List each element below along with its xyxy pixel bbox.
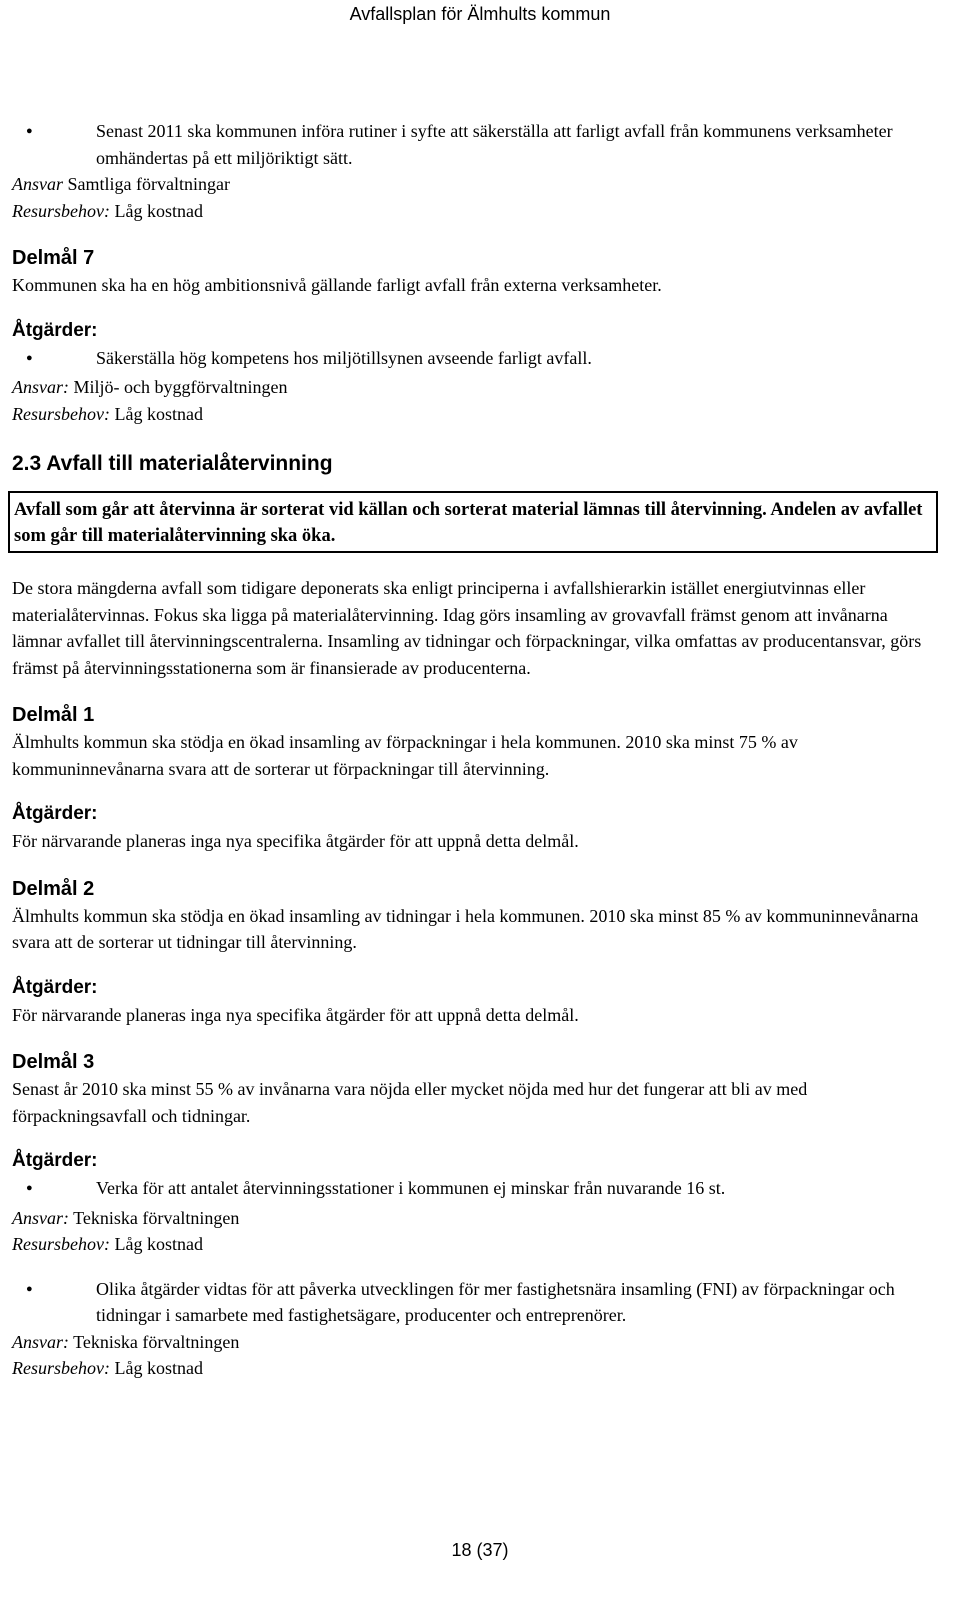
spacer <box>12 1258 938 1276</box>
list-item <box>12 1175 938 1205</box>
bullet-icon <box>12 345 52 375</box>
delmal-2-action: För närvarande planeras inga nya specifika åtgärder för att uppnå detta delmål. <box>12 1004 579 1025</box>
section-heading: 2.3 Avfall till materialåtervinning <box>12 452 333 475</box>
responsibility-label: Ansvar <box>12 174 63 194</box>
delmal-2-heading: Delmål 2 <box>12 877 95 900</box>
responsibility-value: Miljö- och byggförvaltningen <box>69 377 288 397</box>
document-body <box>12 118 938 1382</box>
bullet-icon <box>12 1175 52 1205</box>
resource-label: Resursbehov: <box>12 1358 110 1378</box>
atgarder-heading: Åtgärder: <box>12 319 98 341</box>
responsibility-line <box>12 1205 938 1232</box>
delmal-1-heading: Delmål 1 <box>12 704 95 726</box>
delmal-1-text: Älmhults kommun ska stödja en ökad insamling av förpackningar i hela kommunen. 2010 ska minst 75 % av kommuninnevånarna svara att de sorterar ut förpackningar till återvinning. <box>12 732 798 779</box>
resource-label: Resursbehov: <box>12 403 110 424</box>
resource-label: Resursbehov: <box>12 200 110 221</box>
resource-line <box>12 1231 938 1258</box>
responsibility-value: Tekniska förvaltningen <box>69 1331 240 1352</box>
delmal-3-heading: Delmål 3 <box>12 1051 95 1073</box>
bullet-icon <box>12 1276 52 1306</box>
list-item <box>12 345 938 375</box>
responsibility-value: Samtliga förvaltningar <box>63 174 230 194</box>
resource-line <box>12 401 938 428</box>
resource-value: Låg kostnad <box>109 200 203 221</box>
goal-box: Avfall som går att återvinna är sorterat vid källan och sorterat material lämnas till återvinning. Andelen av avfallet som går till materialåtervinning ska öka. <box>8 491 938 553</box>
bullet-text: Senast 2011 ska kommunen införa rutiner i syfte att säkerställa att farligt avfall från kommunens verksamheter omhändertas på ett miljöriktigt sätt. <box>96 121 893 168</box>
bullet-text: Verka för att antalet återvinningsstationer i kommunen ej minskar från nuvarande 16 st. <box>96 1178 726 1198</box>
responsibility-label: Ansvar: <box>12 1331 69 1352</box>
delmal-2-text: Älmhults kommun ska stödja en ökad insamling av tidningar i hela kommunen. 2010 ska minst 85 % av kommuninnevånarna svara att de sorterar ut tidningar till återvinning. <box>12 905 919 952</box>
delmal-1-action: För närvarande planeras inga nya specifika åtgärder för att uppnå detta delmål. <box>12 831 579 851</box>
delmal-7-text: Kommunen ska ha en hög ambitionsnivå gällande farligt avfall från externa verksamheter. <box>12 275 662 295</box>
resource-value: Låg kostnad <box>109 403 203 424</box>
bullet-icon <box>12 118 52 148</box>
list-item <box>12 118 938 171</box>
resource-line <box>12 198 938 225</box>
resource-value: Låg kostnad <box>109 1358 203 1378</box>
page-number: 18 (37) <box>451 1540 509 1560</box>
responsibility-line <box>12 1329 938 1356</box>
atgarder-heading: Åtgärder: <box>12 976 98 998</box>
page-header: Avfallsplan för Älmhults kommun <box>349 4 611 24</box>
resource-line <box>12 1355 938 1382</box>
bullet-text: Säkerställa hög kompetens hos miljötillsynen avseende farligt avfall. <box>96 347 592 368</box>
atgarder-heading: Åtgärder: <box>12 803 98 824</box>
bullet-text: Olika åtgärder vidtas för att påverka utvecklingen för mer fastighetsnära insamling (FNI) av förpackningar och tidningar i samarbete med fastighetsägare, producenter och entreprenörer. <box>96 1278 895 1325</box>
section-paragraph: De stora mängderna avfall som tidigare deponerats ska enligt principerna i avfallshierarkin istället energiutvinnas eller materialåtervinnas. Fokus ska ligga på materialåtervinning. Idag görs insamling av grovavfall främst genom att invånarna lämnar avfallet till återvinningscentralerna. Insamling av tidningar och förpackningar, vilka omfattas av producentansvar, görs främst på återvinningsstationerna som är finansierade av producenterna. <box>12 578 922 678</box>
resource-label: Resursbehov: <box>12 1234 110 1254</box>
responsibility-line <box>12 171 938 198</box>
responsibility-value: Tekniska förvaltningen <box>69 1207 240 1228</box>
list-item <box>12 1276 938 1329</box>
atgarder-heading: Åtgärder: <box>12 1150 98 1171</box>
resource-value: Låg kostnad <box>109 1234 203 1254</box>
responsibility-label: Ansvar: <box>12 377 69 397</box>
delmal-3-text: Senast år 2010 ska minst 55 % av invånarna vara nöjda eller mycket nöjda med hur det fungerar att bli av med förpackningsavfall och tidningar. <box>12 1079 808 1126</box>
delmal-7-heading: Delmål 7 <box>12 247 95 269</box>
responsibility-label: Ansvar: <box>12 1207 69 1228</box>
responsibility-line <box>12 374 938 401</box>
